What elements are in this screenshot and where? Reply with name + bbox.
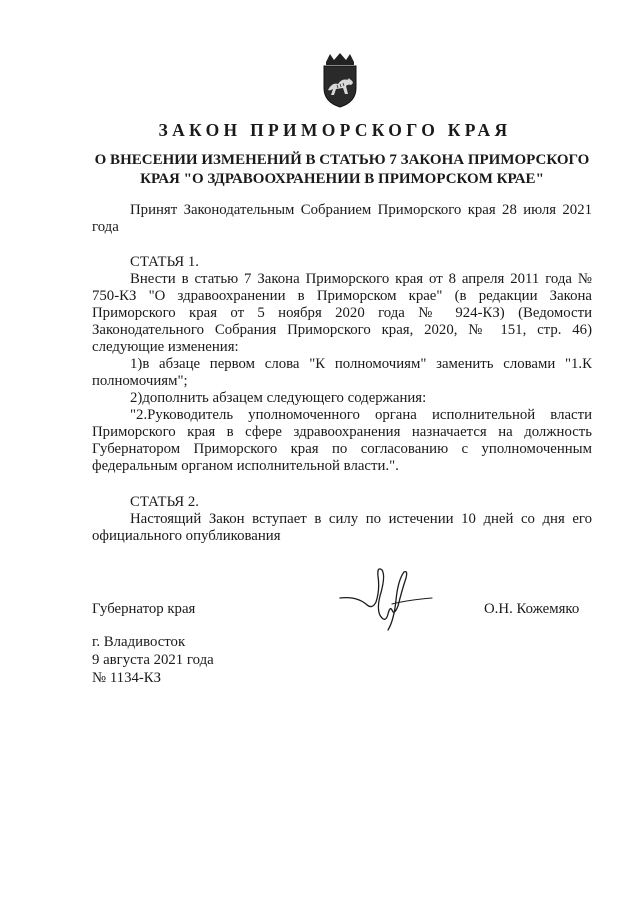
article-1	[92, 254, 592, 475]
article-1-item-1: 1)в абзаце первом слова "К полномочиям" заменить словами "1.К полномочиям";	[92, 356, 592, 389]
handwritten-signature	[336, 560, 436, 632]
coat-of-arms-icon	[318, 52, 362, 108]
article-2	[92, 494, 592, 545]
article-1-quote: "2.Руководитель уполномоченного органа исполнительной власти Приморского края в сфере здравоохранения назначается на должность Губернатором Приморского края по согласованию с уполномоченным федеральным органом исполнительной власти.".	[92, 407, 592, 474]
subtitle-line-1: О ВНЕСЕНИИ ИЗМЕНЕНИЙ В СТАТЬЮ 7 ЗАКОНА ПРИМОРСКОГО	[94, 152, 590, 168]
signatory-name: О.Н. Кожемяко	[484, 601, 580, 617]
article-1-heading: СТАТЬЯ 1.	[130, 254, 199, 270]
footer-date: 9 августа 2021 года	[92, 652, 214, 668]
adoption-text: Принят Законодательным Собранием Приморского края 28 июля 2021 года	[92, 202, 592, 235]
document-subtitle	[92, 151, 592, 189]
article-2-heading: СТАТЬЯ 2.	[130, 494, 199, 510]
document-footer	[92, 633, 214, 687]
article-1-item-2: 2)дополнить абзацем следующего содержания:	[130, 390, 427, 406]
document-title: ЗАКОН ПРИМОРСКОГО КРАЯ	[158, 120, 512, 140]
adoption-note	[92, 202, 592, 236]
article-2-text: Настоящий Закон вступает в силу по истечении 10 дней со дня его официального опубликования	[92, 511, 592, 544]
footer-number: № 1134-КЗ	[92, 670, 162, 686]
signatory-position: Губернатор края	[92, 601, 196, 617]
footer-city: г. Владивосток	[92, 634, 186, 650]
article-1-intro: Внести в статью 7 Закона Приморского края от 8 апреля 2011 года № 750-КЗ "О здравоохранении в Приморском крае" (в редакции Закона Приморского края от 5 ноября 2020 года № 924-КЗ) (Ведомости Законодательного Собрания Приморского края, 2020, № 151, стр. 46) следующие изменения:	[92, 271, 592, 355]
subtitle-line-2: КРАЯ "О ЗДРАВООХРАНЕНИИ В ПРИМОРСКОМ КРАЕ"	[140, 171, 544, 187]
